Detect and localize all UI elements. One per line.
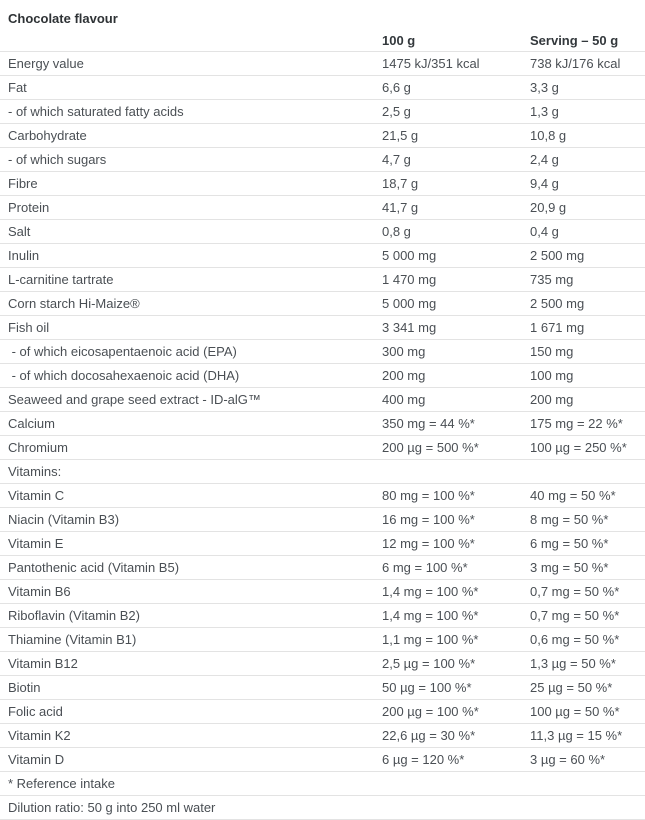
value-per-serving: 8 mg = 50 %* xyxy=(530,508,645,532)
table-row xyxy=(0,220,645,244)
value-per-serving: 3 mg = 50 %* xyxy=(530,556,645,580)
value-per-100g: 6 µg = 120 %* xyxy=(382,748,530,772)
value-per-serving: 0,6 mg = 50 %* xyxy=(530,628,645,652)
value-per-serving: 25 µg = 50 %* xyxy=(530,676,645,700)
nutrient-label: Vitamin C xyxy=(0,484,382,508)
table-row xyxy=(0,460,645,484)
value-per-100g: 18,7 g xyxy=(382,172,530,196)
nutrient-label: Vitamins: xyxy=(0,460,382,484)
table-row xyxy=(0,676,645,700)
value-per-100g: 3 341 mg xyxy=(382,316,530,340)
nutrient-label: - of which sugars xyxy=(0,148,382,172)
table-row xyxy=(0,532,645,556)
value-per-100g: 1,4 mg = 100 %* xyxy=(382,604,530,628)
nutrient-label: Vitamin B12 xyxy=(0,652,382,676)
table-row xyxy=(0,316,645,340)
column-header-nutrient xyxy=(0,30,382,52)
nutrient-label: Pantothenic acid (Vitamin B5) xyxy=(0,556,382,580)
nutrient-label: Vitamin D xyxy=(0,748,382,772)
value-per-serving: 10,8 g xyxy=(530,124,645,148)
value-per-serving: 3 µg = 60 %* xyxy=(530,748,645,772)
value-per-100g: 80 mg = 100 %* xyxy=(382,484,530,508)
footnote-row xyxy=(0,772,645,796)
table-row xyxy=(0,412,645,436)
value-per-100g: 2,5 g xyxy=(382,100,530,124)
nutrient-label: Riboflavin (Vitamin B2) xyxy=(0,604,382,628)
table-row xyxy=(0,292,645,316)
table-row xyxy=(0,340,645,364)
table-row xyxy=(0,172,645,196)
table-row xyxy=(0,748,645,772)
value-per-100g: 16 mg = 100 %* xyxy=(382,508,530,532)
value-per-serving: 3,3 g xyxy=(530,76,645,100)
nutrient-label: Inulin xyxy=(0,244,382,268)
table-body xyxy=(0,52,645,772)
value-per-100g: 1,1 mg = 100 %* xyxy=(382,628,530,652)
value-per-serving: 6 mg = 50 %* xyxy=(530,532,645,556)
nutrient-label: Salt xyxy=(0,220,382,244)
value-per-serving: 11,3 µg = 15 %* xyxy=(530,724,645,748)
nutrient-label: Fat xyxy=(0,76,382,100)
value-per-serving: 1,3 g xyxy=(530,100,645,124)
value-per-100g: 1475 kJ/351 kcal xyxy=(382,52,530,76)
nutrient-label: Calcium xyxy=(0,412,382,436)
value-per-100g: 300 mg xyxy=(382,340,530,364)
table-row xyxy=(0,76,645,100)
value-per-serving: 200 mg xyxy=(530,388,645,412)
value-per-100g: 5 000 mg xyxy=(382,292,530,316)
value-per-serving: 0,7 mg = 50 %* xyxy=(530,580,645,604)
value-per-100g: 6,6 g xyxy=(382,76,530,100)
footnote-reference-intake: * Reference intake xyxy=(0,772,645,796)
value-per-serving: 2,4 g xyxy=(530,148,645,172)
table-row xyxy=(0,196,645,220)
table-row xyxy=(0,508,645,532)
value-per-serving: 2 500 mg xyxy=(530,244,645,268)
value-per-100g: 22,6 µg = 30 %* xyxy=(382,724,530,748)
table-row xyxy=(0,52,645,76)
table-row xyxy=(0,604,645,628)
value-per-100g: 200 µg = 500 %* xyxy=(382,436,530,460)
value-per-serving: 738 kJ/176 kcal xyxy=(530,52,645,76)
nutrient-label: Thiamine (Vitamin B1) xyxy=(0,628,382,652)
table-header-row xyxy=(0,30,645,52)
nutrient-label: Niacin (Vitamin B3) xyxy=(0,508,382,532)
value-per-100g: 200 mg xyxy=(382,364,530,388)
value-per-serving: 150 mg xyxy=(530,340,645,364)
table-row xyxy=(0,580,645,604)
value-per-serving: 2 500 mg xyxy=(530,292,645,316)
value-per-serving: 0,7 mg = 50 %* xyxy=(530,604,645,628)
value-per-100g: 50 µg = 100 %* xyxy=(382,676,530,700)
table-row xyxy=(0,484,645,508)
nutrient-label: Carbohydrate xyxy=(0,124,382,148)
table-row xyxy=(0,628,645,652)
nutrient-label: Corn starch Hi-Maize® xyxy=(0,292,382,316)
nutrient-label: L-carnitine tartrate xyxy=(0,268,382,292)
nutrient-label: Vitamin E xyxy=(0,532,382,556)
value-per-serving: 100 µg = 250 %* xyxy=(530,436,645,460)
value-per-serving: 20,9 g xyxy=(530,196,645,220)
nutrient-label: Vitamin K2 xyxy=(0,724,382,748)
nutrient-label: Chromium xyxy=(0,436,382,460)
value-per-serving: 100 mg xyxy=(530,364,645,388)
nutrition-table xyxy=(0,30,645,820)
table-row xyxy=(0,244,645,268)
page-title: Chocolate flavour xyxy=(8,11,118,26)
table-row xyxy=(0,556,645,580)
nutrient-label: Protein xyxy=(0,196,382,220)
value-per-100g: 21,5 g xyxy=(382,124,530,148)
value-per-serving: 175 mg = 22 %* xyxy=(530,412,645,436)
column-header-100g: 100 g xyxy=(382,30,530,52)
table-row xyxy=(0,436,645,460)
value-per-100g: 400 mg xyxy=(382,388,530,412)
table-row xyxy=(0,388,645,412)
value-per-serving: 9,4 g xyxy=(530,172,645,196)
table-row xyxy=(0,364,645,388)
nutrient-label: Folic acid xyxy=(0,700,382,724)
footnote-row xyxy=(0,796,645,820)
nutrient-label: Fish oil xyxy=(0,316,382,340)
value-per-100g: 4,7 g xyxy=(382,148,530,172)
nutrient-label: - of which eicosapentaenoic acid (EPA) xyxy=(0,340,382,364)
nutrient-label: Seaweed and grape seed extract - ID-alG™ xyxy=(0,388,382,412)
value-per-serving: 100 µg = 50 %* xyxy=(530,700,645,724)
column-header-serving-50g: Serving – 50 g xyxy=(530,30,645,52)
nutrient-label: Energy value xyxy=(0,52,382,76)
value-per-serving xyxy=(530,460,645,484)
table-row xyxy=(0,148,645,172)
value-per-serving: 40 mg = 50 %* xyxy=(530,484,645,508)
value-per-100g: 1,4 mg = 100 %* xyxy=(382,580,530,604)
table-row xyxy=(0,124,645,148)
value-per-serving: 0,4 g xyxy=(530,220,645,244)
nutrient-label: Fibre xyxy=(0,172,382,196)
nutrient-label: - of which saturated fatty acids xyxy=(0,100,382,124)
value-per-100g xyxy=(382,460,530,484)
footnote-dilution-ratio: Dilution ratio: 50 g into 250 ml water xyxy=(0,796,645,820)
value-per-100g: 5 000 mg xyxy=(382,244,530,268)
value-per-100g: 1 470 mg xyxy=(382,268,530,292)
table-row xyxy=(0,652,645,676)
value-per-100g: 41,7 g xyxy=(382,196,530,220)
nutrient-label: Vitamin B6 xyxy=(0,580,382,604)
table-row xyxy=(0,268,645,292)
value-per-100g: 12 mg = 100 %* xyxy=(382,532,530,556)
value-per-100g: 6 mg = 100 %* xyxy=(382,556,530,580)
nutrient-label: Biotin xyxy=(0,676,382,700)
value-per-100g: 350 mg = 44 %* xyxy=(382,412,530,436)
nutrient-label: - of which docosahexaenoic acid (DHA) xyxy=(0,364,382,388)
value-per-100g: 0,8 g xyxy=(382,220,530,244)
value-per-100g: 200 µg = 100 %* xyxy=(382,700,530,724)
table-row xyxy=(0,100,645,124)
value-per-serving: 1 671 mg xyxy=(530,316,645,340)
value-per-serving: 1,3 µg = 50 %* xyxy=(530,652,645,676)
table-row xyxy=(0,724,645,748)
value-per-100g: 2,5 µg = 100 %* xyxy=(382,652,530,676)
value-per-serving: 735 mg xyxy=(530,268,645,292)
table-row xyxy=(0,700,645,724)
